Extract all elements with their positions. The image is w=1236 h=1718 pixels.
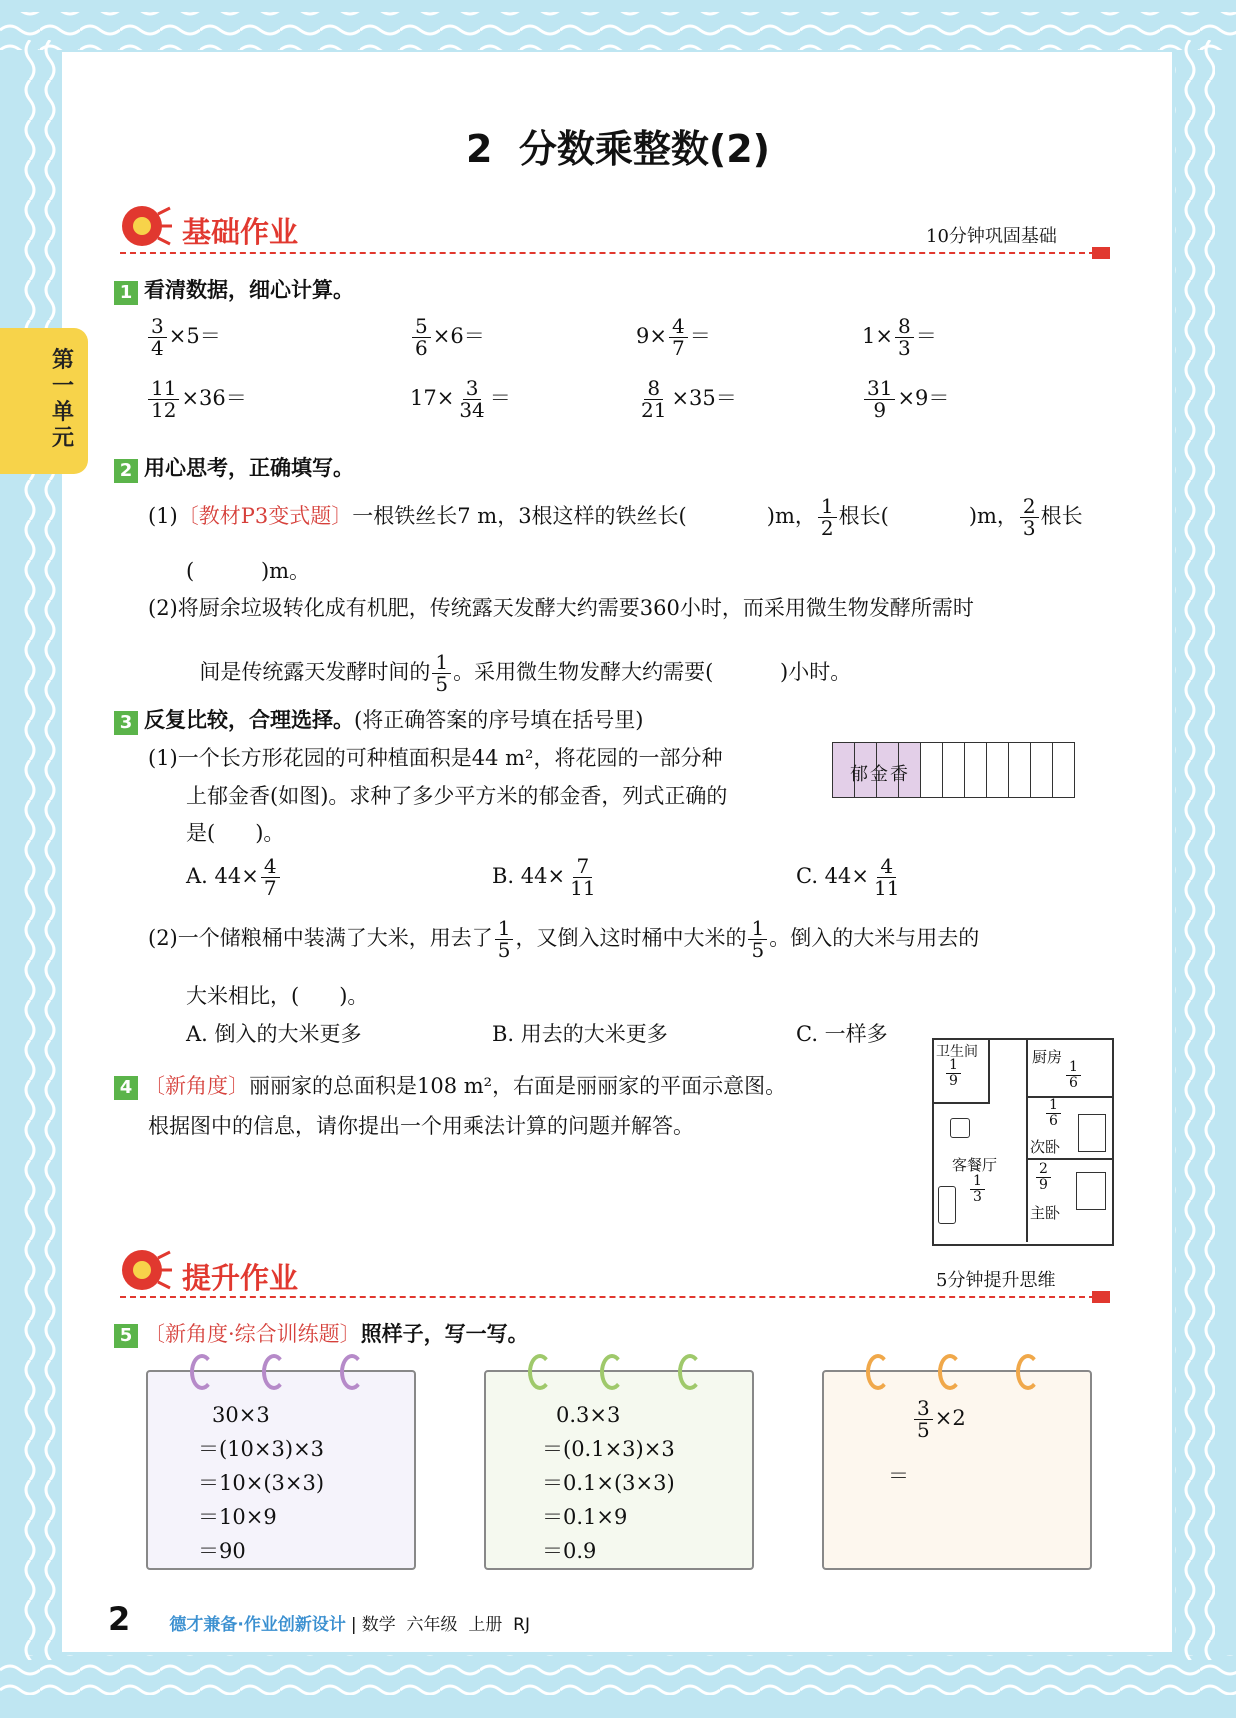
- grid-cell: [987, 743, 1009, 798]
- q2-part2-text-a: 将厨余垃圾转化成有机肥，传统露天发酵大约需要360小时，而采用微生物发酵所需时: [177, 596, 974, 620]
- ring-icon: [340, 1354, 364, 1390]
- q3-part2-line2: 大米相比，( )。: [186, 984, 369, 1008]
- rule-end-2: [1092, 1291, 1110, 1303]
- q4-text1: 丽丽家的总面积是108 m²，右面是丽丽家的平面示意图。: [249, 1074, 787, 1098]
- card-line: ＝0.1×9: [542, 1505, 628, 1529]
- plan-living-label: 客餐厅: [952, 1156, 998, 1174]
- plan-second-label: 次卧: [1030, 1138, 1061, 1156]
- q3-part2-text-c: 。倒入的大米与用去的: [769, 926, 980, 950]
- q5-title: 照样子，写一写。: [360, 1322, 529, 1346]
- q4-line1: [114, 1070, 786, 1100]
- q2-frac1: $\frac{1}{2}$: [818, 496, 837, 539]
- page-number: 2: [108, 1600, 131, 1638]
- section-advanced-rule: [120, 1296, 1095, 1298]
- plan-kitchen-frac: $\frac{1}{6}$: [1066, 1060, 1081, 1090]
- q3-part1-line1: (1)一个长方形花园的可种植面积是44 m²，将花园的一部分种: [148, 746, 723, 770]
- section-advanced-title: 提升作业: [182, 1261, 299, 1295]
- q3-title: 反复比较，合理选择。: [144, 708, 354, 732]
- q5-tag: 〔新角度·综合训练题〕: [144, 1322, 361, 1346]
- q2-part1-text-a: 一根铁丝长7 m，3根这样的铁丝长(: [352, 504, 687, 528]
- q2-part1: [148, 496, 1083, 539]
- card-line: ＝10×(3×3): [198, 1471, 325, 1495]
- plan-master: [1026, 1158, 1112, 1242]
- q3-option-frac: $\frac{4}{7}$: [261, 856, 280, 899]
- q1-item: $\frac{31}{9}$ ×9＝: [862, 378, 949, 421]
- q2-part1-text-e: 根长: [1040, 504, 1083, 528]
- q3-option[interactable]: A. 44× $\frac{4}{7}$: [186, 856, 282, 899]
- q2-part2-label: (2): [148, 596, 178, 620]
- q3-part1-line3: 是( )。: [186, 821, 285, 845]
- q2-part1-label: (1): [148, 504, 178, 528]
- card-line: 0.3×3: [556, 1403, 621, 1427]
- q3-option[interactable]: B. 用去的大米更多: [492, 1022, 668, 1046]
- q2-part2-frac: $\frac{1}{5}$: [432, 652, 451, 695]
- plan-second-frac: $\frac{1}{6}$: [1046, 1098, 1061, 1128]
- footer-brand: 德才兼备·作业创新设计: [169, 1615, 346, 1635]
- q1-item-frac: $\frac{11}{12}$: [148, 378, 179, 421]
- q2-part1-line2: ( )m。: [186, 559, 311, 583]
- card-line: ＝0.9: [542, 1539, 597, 1563]
- section-basic-title: 基础作业: [182, 215, 299, 249]
- q1-item-frac: $\frac{8}{21}$: [641, 376, 667, 422]
- q3-number: 3: [114, 711, 138, 735]
- ring-icon: [262, 1354, 286, 1390]
- plan-master-frac: $\frac{2}{9}$: [1036, 1162, 1051, 1192]
- q2-part2-text-b: 间是传统露天发酵时间的: [199, 660, 431, 684]
- plan-bathroom-frac: $\frac{1}{9}$: [946, 1058, 961, 1088]
- plan-bathroom-label: 卫生间: [936, 1044, 978, 1060]
- q1-item: $\frac{8}{21}$ ×35＝: [636, 378, 737, 421]
- plan-living: [934, 1102, 1024, 1242]
- q3-title-note: (将正确答案的序号填在括号里): [354, 708, 644, 732]
- card-line: ＝(0.1×3)×3: [542, 1437, 675, 1461]
- q2-part1-text-d: )m，: [968, 504, 1018, 528]
- card3-eq: ＝: [888, 1464, 909, 1488]
- q1-item-frac: $\frac{5}{6}$: [412, 316, 431, 359]
- section-advanced-hint: 5分钟提升思维: [936, 1270, 1056, 1291]
- q2-frac2: $\frac{2}{3}$: [1020, 496, 1039, 539]
- card-line: 30×3: [212, 1403, 270, 1427]
- q1-item: $\frac{5}{6}$ ×6＝: [410, 316, 485, 359]
- rule-end: [1092, 247, 1110, 259]
- ring-icon: [938, 1354, 962, 1390]
- card3-frac: $\frac{3}{5}$: [914, 1398, 933, 1441]
- q3-option-frac: $\frac{7}{11}$: [570, 854, 596, 900]
- footer-sep: |: [350, 1615, 357, 1635]
- plan-kitchen-label: 厨房: [1032, 1048, 1063, 1066]
- q4-number: 4: [114, 1076, 138, 1100]
- tomato-icon: [114, 200, 174, 254]
- card-line: ＝0.1×(3×3): [542, 1471, 675, 1495]
- q1-number: 1: [114, 281, 138, 305]
- q3-option-frac: $\frac{4}{11}$: [874, 854, 900, 900]
- q2-part1-text-c: 根长(: [838, 504, 889, 528]
- plan-bathroom: [934, 1040, 990, 1104]
- q1-item-frac: $\frac{8}{3}$: [895, 316, 914, 359]
- grid-cell: [965, 743, 987, 798]
- side-tab: [0, 328, 88, 474]
- q3-part2-frac1: $\frac{1}{5}$: [495, 918, 514, 961]
- footer: [108, 1600, 530, 1638]
- card3-post: ×2: [934, 1406, 966, 1430]
- ring-icon: [678, 1354, 702, 1390]
- section-basic-rule: [120, 252, 1095, 254]
- grid-cell: [1009, 743, 1031, 798]
- q4-tag: 〔新角度〕: [144, 1074, 249, 1098]
- plan-kitchen: [1026, 1040, 1112, 1098]
- ring-icon: [600, 1354, 624, 1390]
- q5-number: 5: [114, 1324, 138, 1348]
- q1-item: 9× $\frac{4}{7}$ ＝: [636, 314, 711, 360]
- q1-item: $\frac{11}{12}$ ×36＝: [146, 378, 247, 421]
- q2-part2-line1: [148, 592, 974, 622]
- q1-item-frac: $\frac{3}{34}$: [459, 376, 485, 422]
- q1-item-frac: $\frac{4}{7}$: [669, 316, 688, 359]
- q4-line2: 根据图中的信息，请你提出一个用乘法计算的问题并解答。: [148, 1114, 694, 1138]
- card-example-1: [146, 1370, 416, 1570]
- q2-title: 用心思考，正确填写。: [144, 456, 354, 480]
- q5-header: [114, 1318, 529, 1348]
- ring-icon: [190, 1354, 214, 1390]
- q3-option[interactable]: C. 一样多: [796, 1022, 888, 1046]
- q2-part1-tag: 〔教材P3变式题〕: [177, 504, 353, 528]
- card-exercise: [822, 1370, 1092, 1570]
- q2-header: [114, 452, 354, 483]
- plan-living-frac: $\frac{1}{3}$: [970, 1174, 985, 1204]
- q1-header: [114, 274, 354, 305]
- grid-cell: [921, 743, 943, 798]
- tomato-icon-2: [114, 1244, 174, 1298]
- page-title: 2 分数乘整数(2): [465, 127, 771, 171]
- q3-part2-text-b: ，又倒入这时桶中大米的: [515, 926, 747, 950]
- grid-cell: [943, 743, 965, 798]
- q2-part2-text-c: 。采用微生物发酵大约需要( )小时。: [453, 660, 852, 684]
- card-line: ＝10×9: [198, 1505, 277, 1529]
- plan-second-bedroom: [1026, 1096, 1112, 1160]
- q1-item: 17× $\frac{3}{34}$ ＝: [410, 376, 511, 422]
- q2-part2-line2: [186, 628, 851, 695]
- ring-icon: [866, 1354, 890, 1390]
- q2-number: 2: [114, 459, 138, 483]
- q3-part2-frac2: $\frac{1}{5}$: [748, 918, 767, 961]
- side-tab-label: 第一单元: [52, 348, 75, 451]
- q3-part2-text-a: (2)一个储粮桶中装满了大米，用去了: [148, 926, 493, 950]
- q1-item-frac: $\frac{3}{4}$: [148, 316, 167, 359]
- q3-part2-line1: [148, 918, 979, 961]
- floor-plan: [932, 1038, 1114, 1246]
- plan-master-label: 主卧: [1030, 1204, 1061, 1222]
- footer-info: 数学 六年级 上册 RJ: [361, 1615, 530, 1635]
- card-example-2: [484, 1370, 754, 1570]
- card-line: ＝(10×3)×3: [198, 1437, 325, 1461]
- q1-item-frac: $\frac{31}{9}$: [864, 378, 895, 421]
- ring-icon: [528, 1354, 552, 1390]
- card-line: ＝90: [198, 1539, 246, 1563]
- grid-cell: [1031, 743, 1053, 798]
- q1-item: 1× $\frac{8}{3}$ ＝: [862, 314, 937, 360]
- q3-option[interactable]: C. 44× $\frac{4}{11}$: [796, 856, 904, 899]
- q1-title: 看清数据，细心计算。: [144, 278, 354, 302]
- q3-option[interactable]: A. 倒入的大米更多: [186, 1022, 362, 1046]
- q1-item: $\frac{3}{4}$ ×5＝: [146, 316, 221, 359]
- q3-option[interactable]: B. 44× $\frac{7}{11}$: [492, 856, 601, 899]
- q3-part1-line2: 上郁金香(如图)。求种了多少平方米的郁金香，列式正确的: [186, 784, 728, 808]
- grid-cell: [1053, 743, 1075, 798]
- tulip-label: 郁金香: [850, 764, 910, 785]
- ring-icon: [1016, 1354, 1040, 1390]
- q3-header: [114, 704, 643, 735]
- card3-expression: [912, 1398, 966, 1441]
- section-basic-hint: 10分钟巩固基础: [926, 226, 1057, 247]
- q2-part1-text-b: )m，: [766, 504, 816, 528]
